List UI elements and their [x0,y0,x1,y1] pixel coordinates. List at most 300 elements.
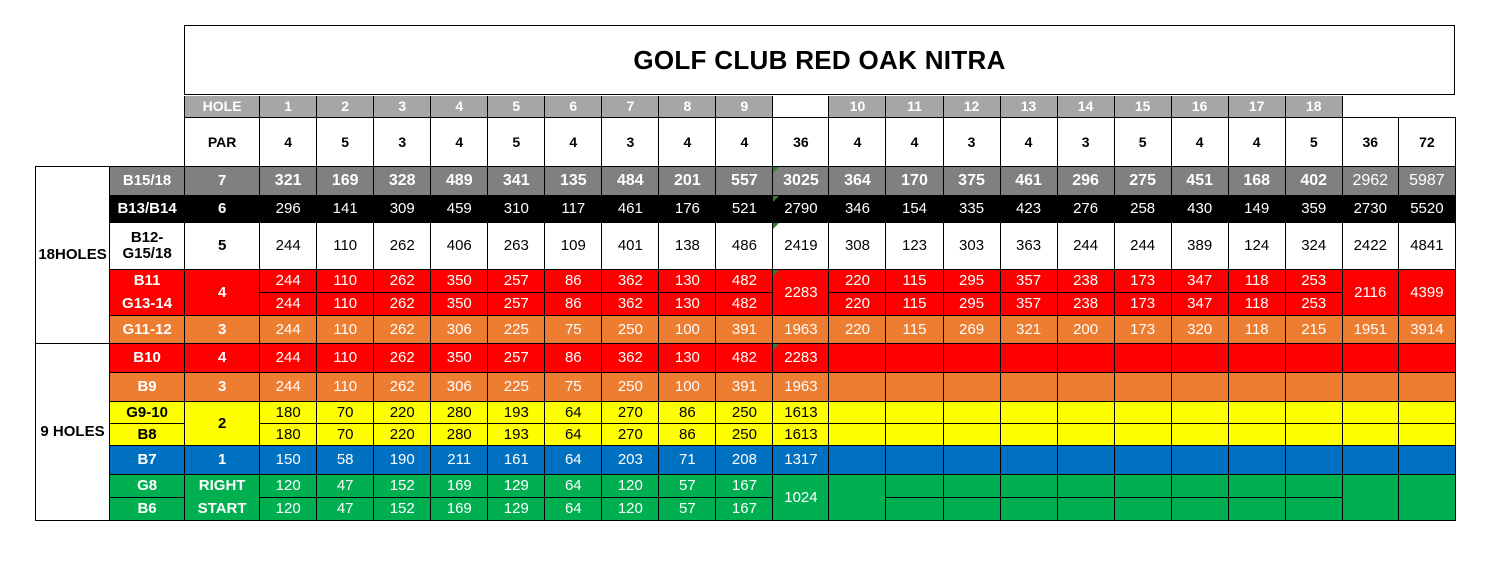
distance-cell: 250 [602,316,659,344]
distance-cell: 220 [374,402,431,424]
distance-cell: 47 [317,498,374,521]
empty-cell [1057,498,1114,521]
scorecard-table [35,96,1456,521]
distance-cell: 120 [260,498,317,521]
distance-cell: 193 [488,402,545,424]
empty-cell [1000,402,1057,424]
empty-cell [943,402,1000,424]
empty-cell [943,344,1000,373]
group-18-holes: 18HOLES [36,167,110,344]
empty-cell [1171,402,1228,424]
distance-cell: 257 [488,344,545,373]
distance-cell: 168 [1228,167,1285,196]
hole-label: HOLE [185,96,260,118]
distance-cell: 115 [886,316,943,344]
par-value: 4 [829,118,886,167]
distance-cell: 362 [602,344,659,373]
hole-number: 5 [488,96,545,118]
distance-cell: 190 [374,446,431,475]
par-value: 5 [317,118,374,167]
tee-level: 3 [185,316,260,344]
tee-level: 5 [185,223,260,270]
empty-cell [1057,475,1114,498]
distance-cell: 244 [260,223,317,270]
empty-cell [1398,475,1455,521]
empty-cell [1057,446,1114,475]
distance-cell: 321 [1000,316,1057,344]
par-value: 4 [431,118,488,167]
empty-cell [1228,475,1285,498]
tee-row-b9 [36,373,1456,402]
tee-direction: START [185,498,260,521]
distance-cell: 375 [943,167,1000,196]
distance-cell: 75 [545,316,602,344]
empty-cell [886,402,943,424]
empty-cell [1228,373,1285,402]
distance-cell: 244 [1057,223,1114,270]
empty-cell [1342,475,1398,521]
empty-cell [943,424,1000,446]
distance-cell: 262 [374,316,431,344]
empty-cell [1057,402,1114,424]
distance-cell: 391 [716,316,773,344]
distance-cell: 130 [659,293,716,316]
out-header-blank [773,96,829,118]
empty-cell [1285,344,1342,373]
distance-cell: 176 [659,196,716,223]
distance-cell: 363 [1000,223,1057,270]
in-total: 2116 [1342,270,1398,316]
tee-row-b1518 [36,167,1456,196]
distance-cell: 129 [488,498,545,521]
empty-cell [1000,498,1057,521]
distance-cell: 201 [659,167,716,196]
grand-total: 4841 [1398,223,1455,270]
distance-cell: 244 [260,293,317,316]
scorecard-title-box [184,25,1455,95]
empty-cell [1057,344,1114,373]
distance-cell: 154 [886,196,943,223]
distance-cell: 64 [545,475,602,498]
empty-cell [1228,446,1285,475]
grand-total: 5987 [1398,167,1455,196]
distance-cell: 406 [431,223,488,270]
empty-cell [1342,424,1398,446]
distance-cell: 296 [260,196,317,223]
distance-cell: 58 [317,446,374,475]
distance-cell: 57 [659,475,716,498]
distance-cell: 193 [488,424,545,446]
empty-cell [1114,498,1171,521]
distance-cell: 123 [886,223,943,270]
empty-cell [1285,446,1342,475]
distance-cell: 138 [659,223,716,270]
distance-cell: 225 [488,316,545,344]
distance-cell: 459 [431,196,488,223]
distance-cell: 110 [317,373,374,402]
out-total: 3025 [773,167,829,196]
distance-cell: 389 [1171,223,1228,270]
hole-number-row [36,96,1456,118]
empty-cell [1171,424,1228,446]
empty-cell [1228,498,1285,521]
empty-cell [886,424,943,446]
distance-cell: 152 [374,498,431,521]
distance-cell: 86 [659,402,716,424]
empty-cell [1342,402,1398,424]
empty-cell [829,344,886,373]
out-total: 1317 [773,446,829,475]
distance-cell: 173 [1114,293,1171,316]
empty-cell [1114,373,1171,402]
hole-number: 9 [716,96,773,118]
distance-cell: 306 [431,316,488,344]
empty-cell [1114,475,1171,498]
distance-cell: 362 [602,293,659,316]
empty-cell [1398,424,1455,446]
distance-cell: 482 [716,270,773,293]
out-total: 1613 [773,424,829,446]
distance-cell: 335 [943,196,1000,223]
grand-total: 4399 [1398,270,1455,316]
tee-label: B15/18 [110,167,185,196]
tee-label: B11 [110,270,185,293]
par-label: PAR [185,118,260,167]
tee-label: B7 [110,446,185,475]
distance-cell: 244 [1114,223,1171,270]
tee-label: B10 [110,344,185,373]
grand-total: 5520 [1398,196,1455,223]
distance-cell: 203 [602,446,659,475]
hole-number: 10 [829,96,886,118]
empty-cell [1114,344,1171,373]
distance-cell: 225 [488,373,545,402]
distance-cell: 124 [1228,223,1285,270]
hole-number: 18 [1285,96,1342,118]
empty-cell [1000,446,1057,475]
out-total: 1963 [773,316,829,344]
distance-cell: 71 [659,446,716,475]
par-value: 4 [260,118,317,167]
hole-number: 3 [374,96,431,118]
distance-cell: 270 [602,424,659,446]
distance-cell: 110 [317,293,374,316]
distance-cell: 135 [545,167,602,196]
distance-cell: 357 [1000,270,1057,293]
empty-cell [1171,498,1228,521]
empty-cell [1228,402,1285,424]
distance-cell: 350 [431,293,488,316]
tee-label: G9-10 [110,402,185,424]
distance-cell: 364 [829,167,886,196]
distance-cell: 238 [1057,270,1114,293]
distance-cell: 262 [374,223,431,270]
empty-cell [1000,344,1057,373]
distance-cell: 402 [1285,167,1342,196]
distance-cell: 169 [431,475,488,498]
distance-cell: 120 [602,498,659,521]
distance-cell: 117 [545,196,602,223]
in-par: 36 [1342,118,1398,167]
distance-cell: 489 [431,167,488,196]
distance-cell: 150 [260,446,317,475]
empty-cell [943,498,1000,521]
distance-cell: 110 [317,270,374,293]
empty-cell [829,373,886,402]
distance-cell: 521 [716,196,773,223]
hole-number: 14 [1057,96,1114,118]
hole-number: 12 [943,96,1000,118]
empty-cell [829,424,886,446]
empty-cell [1228,424,1285,446]
empty-cell [1398,446,1455,475]
distance-cell: 461 [602,196,659,223]
tee-label: B6 [110,498,185,521]
distance-cell: 350 [431,270,488,293]
tee-row-b10 [36,344,1456,373]
empty-cell [886,344,943,373]
out-total: 2419 [773,223,829,270]
distance-cell: 244 [260,344,317,373]
distance-cell: 110 [317,344,374,373]
empty-cell [943,373,1000,402]
in-total: 2422 [1342,223,1398,270]
hole-number: 13 [1000,96,1057,118]
empty-cell [886,446,943,475]
distance-cell: 211 [431,446,488,475]
distance-cell: 430 [1171,196,1228,223]
empty-cell [1398,402,1455,424]
distance-cell: 275 [1114,167,1171,196]
tee-row-b6 [36,498,1456,521]
distance-cell: 269 [943,316,1000,344]
distance-cell: 280 [431,402,488,424]
distance-cell: 215 [1285,316,1342,344]
par-row [36,118,1456,167]
distance-cell: 220 [374,424,431,446]
par-value: 5 [1285,118,1342,167]
tee-level: 6 [185,196,260,223]
empty-cell [886,498,943,521]
hole-number: 1 [260,96,317,118]
tee-row-g1112 [36,316,1456,344]
empty-cell [829,475,886,521]
distance-cell: 109 [545,223,602,270]
distance-cell: 295 [943,270,1000,293]
empty-cell [1398,344,1455,373]
distance-cell: 64 [545,446,602,475]
out-total: 1024 [773,475,829,521]
out-total: 2283 [773,344,829,373]
hole-number: 15 [1114,96,1171,118]
distance-cell: 115 [886,270,943,293]
empty-cell [1114,424,1171,446]
hole-number: 6 [545,96,602,118]
distance-cell: 167 [716,475,773,498]
distance-cell: 169 [317,167,374,196]
distance-cell: 220 [829,293,886,316]
empty-cell [1057,373,1114,402]
tee-label: B13/B14 [110,196,185,223]
empty-cell [1285,498,1342,521]
empty-cell [1000,475,1057,498]
distance-cell: 161 [488,446,545,475]
out-total: 1963 [773,373,829,402]
distance-cell: 70 [317,402,374,424]
distance-cell: 250 [602,373,659,402]
empty-cell [1285,402,1342,424]
grand-total: 3914 [1398,316,1455,344]
empty-cell [1171,344,1228,373]
distance-cell: 118 [1228,316,1285,344]
distance-cell: 220 [829,270,886,293]
empty-cell [829,402,886,424]
tee-level: 4 [185,344,260,373]
distance-cell: 244 [260,316,317,344]
tee-row-b11 [36,270,1456,293]
distance-cell: 309 [374,196,431,223]
hole-number: 8 [659,96,716,118]
tee-label: B12-G15/18 [110,223,185,270]
empty-cell [943,446,1000,475]
empty-cell [829,446,886,475]
distance-cell: 70 [317,424,374,446]
distance-cell: 341 [488,167,545,196]
distance-cell: 359 [1285,196,1342,223]
empty-cell [886,373,943,402]
hole-number: 2 [317,96,374,118]
empty-cell [1171,446,1228,475]
distance-cell: 173 [1114,270,1171,293]
hole-number: 16 [1171,96,1228,118]
distance-cell: 324 [1285,223,1342,270]
distance-cell: 152 [374,475,431,498]
distance-cell: 391 [716,373,773,402]
distance-cell: 253 [1285,270,1342,293]
scorecard-title: GOLF CLUB RED OAK NITRA [633,44,1006,75]
distance-cell: 321 [260,167,317,196]
distance-cell: 557 [716,167,773,196]
empty-cell [1342,344,1398,373]
distance-cell: 250 [716,424,773,446]
distance-cell: 451 [1171,167,1228,196]
par-value: 5 [1114,118,1171,167]
distance-cell: 250 [716,402,773,424]
distance-cell: 257 [488,293,545,316]
empty-cell [1342,373,1398,402]
distance-cell: 401 [602,223,659,270]
distance-cell: 118 [1228,270,1285,293]
tee-label: G13-14 [110,293,185,316]
distance-cell: 423 [1000,196,1057,223]
distance-cell: 118 [1228,293,1285,316]
distance-cell: 169 [431,498,488,521]
out-total: 2790 [773,196,829,223]
empty-cell [1000,424,1057,446]
distance-cell: 276 [1057,196,1114,223]
distance-cell: 220 [829,316,886,344]
empty-cell [943,475,1000,498]
empty-cell [1228,344,1285,373]
distance-cell: 57 [659,498,716,521]
distance-cell: 295 [943,293,1000,316]
distance-cell: 75 [545,373,602,402]
hole-number: 11 [886,96,943,118]
par-value: 4 [1000,118,1057,167]
distance-cell: 350 [431,344,488,373]
empty-cell [1171,475,1228,498]
distance-cell: 86 [545,270,602,293]
distance-cell: 64 [545,424,602,446]
in-total: 1951 [1342,316,1398,344]
distance-cell: 270 [602,402,659,424]
tee-level: 2 [185,402,260,446]
distance-cell: 257 [488,270,545,293]
tee-row-g8 [36,475,1456,498]
distance-cell: 461 [1000,167,1057,196]
distance-cell: 362 [602,270,659,293]
tee-level: 3 [185,373,260,402]
distance-cell: 100 [659,316,716,344]
in-total: 2730 [1342,196,1398,223]
distance-cell: 347 [1171,270,1228,293]
empty-cell [1285,424,1342,446]
distance-cell: 262 [374,270,431,293]
par-value: 4 [1228,118,1285,167]
out-par: 36 [773,118,829,167]
distance-cell: 296 [1057,167,1114,196]
distance-cell: 200 [1057,316,1114,344]
par-value: 3 [943,118,1000,167]
distance-cell: 100 [659,373,716,402]
in-header-blank [1342,96,1398,118]
tee-label: G11-12 [110,316,185,344]
distance-cell: 130 [659,270,716,293]
in-total: 2962 [1342,167,1398,196]
out-total: 2283 [773,270,829,316]
par-value: 3 [374,118,431,167]
hole-number: 7 [602,96,659,118]
empty-cell [1057,424,1114,446]
par-value: 4 [886,118,943,167]
distance-cell: 120 [260,475,317,498]
distance-cell: 486 [716,223,773,270]
out-total: 1613 [773,402,829,424]
distance-cell: 110 [317,316,374,344]
distance-cell: 141 [317,196,374,223]
par-value: 5 [488,118,545,167]
tee-row-g910 [36,402,1456,424]
distance-cell: 244 [260,373,317,402]
empty-cell [1114,402,1171,424]
distance-cell: 484 [602,167,659,196]
distance-cell: 262 [374,344,431,373]
distance-cell: 130 [659,344,716,373]
tee-level: 1 [185,446,260,475]
distance-cell: 120 [602,475,659,498]
distance-cell: 180 [260,424,317,446]
distance-cell: 346 [829,196,886,223]
hole-number: 17 [1228,96,1285,118]
distance-cell: 482 [716,293,773,316]
distance-cell: 167 [716,498,773,521]
distance-cell: 310 [488,196,545,223]
distance-cell: 244 [260,270,317,293]
distance-cell: 149 [1228,196,1285,223]
distance-cell: 129 [488,475,545,498]
empty-cell [1171,373,1228,402]
distance-cell: 86 [545,344,602,373]
